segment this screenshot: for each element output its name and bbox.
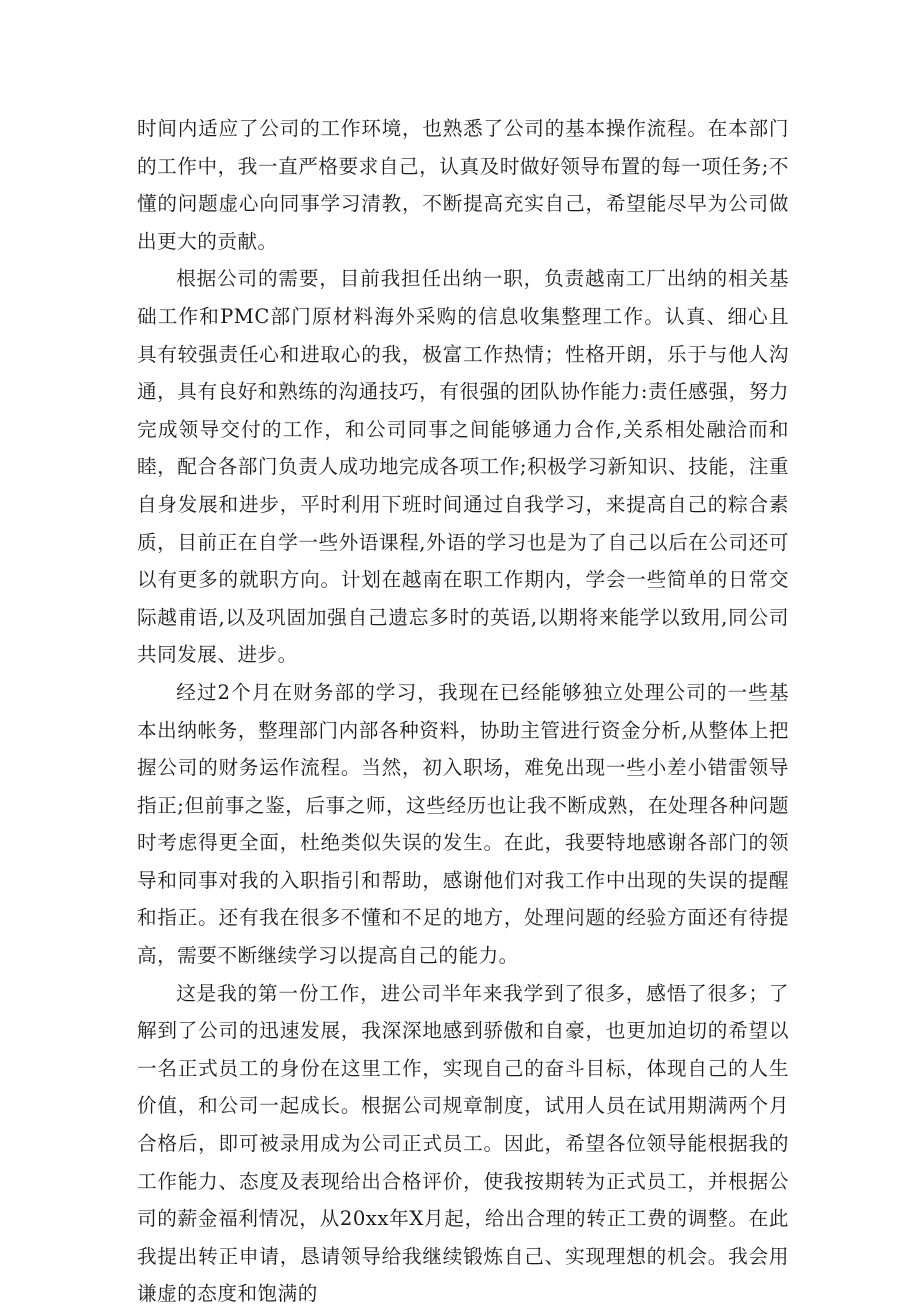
paragraph-continued: 时间内适应了公司的工作环境，也熟悉了公司的基本操作流程。在本部门的工作中，我一直严格要求自己，认真及时做好领导布置的每一项任务;不懂的问题虚心向同事学习清教，不断提高充实自己，希望能尽早为公司做出更大的贡献。 [137,117,789,253]
document-body [137,110,789,1313]
paragraph-finance-study: 经过2个月在财务部的学习，我现在已经能够独立处理公司的一些基本出纳帐务，整理部门内部各种资料，协助主管进行资金分析,从整体上把握公司的财务运作流程。当然，初入职场，难免出现一些小差小错雷领导指正;但前事之鉴，后事之师，这些经历也让我不断成熟，在处理各种问题时考虑得更全面，杜绝类似失误的发生。在此，我要特地感谢各部门的领导和同事对我的入职指引和帮助，感谢他们对我工作中出现的失误的提醒和指正。还有我在很多不懂和不足的地方，处理问题的经验方面还有待提高，需要不断继续学习以提高自己的能力。 [137,680,789,968]
paragraph-first-job: 这是我的第一份工作，进公司半年来我学到了很多，感悟了很多；了解到了公司的迅速发展，我深深地感到骄傲和自豪，也更加迫切的希望以一名正式员工的身份在这里工作，实现自己的奋斗目标，体现自己的人生价值，和公司一起成长。根据公司规章制度，试用人员在试用期满两个月合格后，即可被录用成为公司正式员工。因此，希望各位领导能根据我的工作能力、态度及表现给出合格评价，使我按期转为正式员工，并根据公司的薪金福利情况，从20xx年X月起，给出合理的转正工费的调整。在此我提出转正申请，恳请领导给我继续锻炼自己、实现理想的机会。我会用谦虚的态度和饱满的 [137,981,789,1306]
paragraph-position-duties: 根据公司的需要，目前我担任出纳一职，负责越南工厂出纳的相关基础工作和PMC部门原材料海外采购的信息收集整理工作。认真、细心且具有较强责任心和进取心的我，极富工作热情；性格开朗，乐于与他人沟通，具有良好和熟练的沟通技巧，有很强的团队协作能力:责任感强，努力完成领导交付的工作，和公司同事之间能够通力合作,关系相处融洽而和睦，配合各部门负责人成功地完成各项工作;积极学习新知识、技能，注重自身发展和进步，平时利用下班时间通过自我学习，来提高自己的粽合素质，目前正在自学一些外语课程,外语的学习也是为了自己以后在公司还可以有更多的就职方向。计划在越南在职工作期内，学会一些简单的日常交际越甫语,以及巩固加强自己遗忘多时的英语,以期将来能学以致用,同公司共同发展、进步。 [137,267,789,667]
